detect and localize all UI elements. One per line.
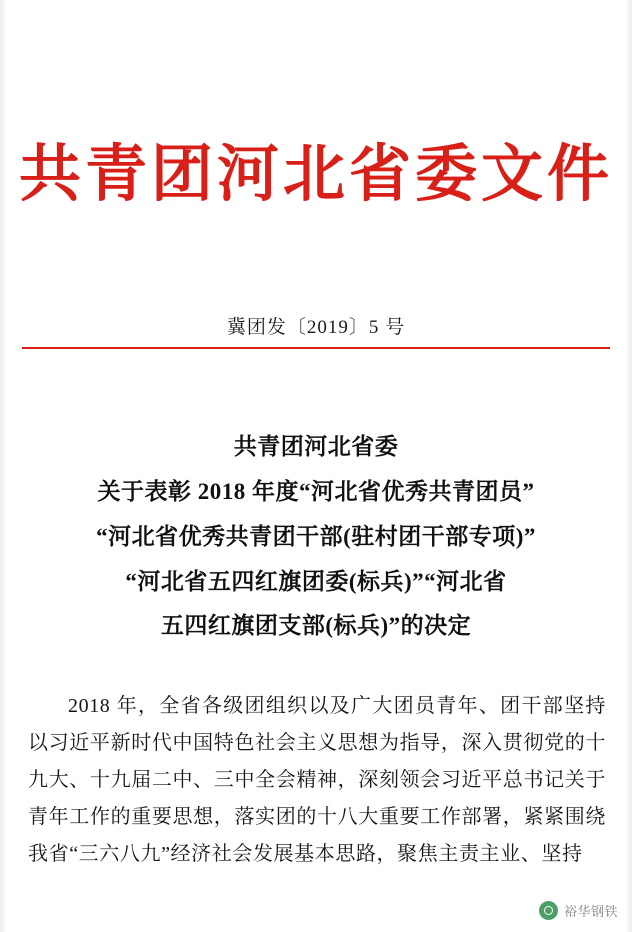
watermark-label: 裕华钢铁 [563, 904, 618, 919]
document-title-line-4: “河北省五四红旗团委(标兵)”“河北省 [125, 568, 507, 594]
document-number: 冀团发〔2019〕5 号 [226, 317, 406, 338]
document-title-line-1: 共青团河北省委 [233, 434, 399, 459]
document-title-line-5: 五四红旗团支部(标兵)”的决定 [160, 613, 472, 639]
circle-logo-icon [539, 901, 558, 920]
document-body [28, 688, 606, 873]
document-body-paragraph: 2018 年，全省各级团组织以及广大团员青年、团干部坚持以习近平新时代中国特色社会主义思想为指导，深入贯彻党的十九大、十九届二中、三中全会精神，深刻领会习近平总书记关于青年工作的重要思想，落实团的十八大重要工作部署，紧紧围绕我省“三六八九”经济社会发展基本思路，聚焦主责主业、坚持 [28, 695, 606, 865]
red-horizontal-rule [22, 347, 610, 349]
document-title-line-3: “河北省优秀共青团干部(驻村团干部专项)” [96, 523, 536, 549]
document-masthead-title: 共青团河北省委文件 [18, 141, 613, 209]
document-title-line-2: 关于表彰 2018 年度“河北省优秀共青团员” [97, 478, 535, 504]
document-title-block [0, 425, 632, 649]
watermark [539, 901, 618, 920]
